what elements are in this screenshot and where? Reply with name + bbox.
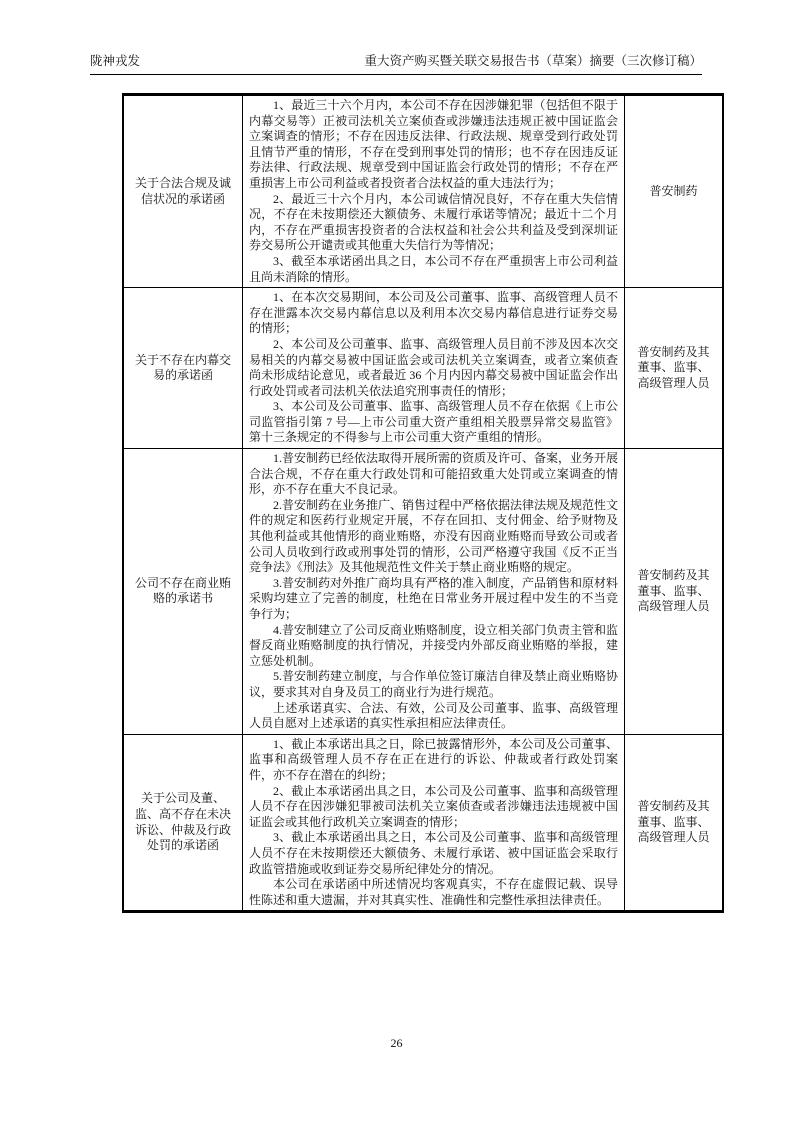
party-cell: 普安制药及其董事、监事、高级管理人员 [625, 734, 724, 912]
content-paragraph: 2、截止本承诺函出具之日，本公司及公司董事、监事和高级管理人员不存在因涉嫌犯罪被司法机关立案侦查或者涉嫌违法违规被中国证监会或其他行政机关立案调查的情形； [249, 783, 618, 829]
content-paragraph: 上述承诺真实、合法、有效，公司及公司董事、监事、高级管理人员自愿对上述承诺的真实性承担相应法律责任。 [249, 700, 618, 731]
content-paragraph: 1.普安制药已经依法取得开展所需的资质及许可、备案，业务开展合法合规，不存在重大行政处罚和可能招致重大处罚或立案调查的情形，亦不存在重大不良记录。 [249, 451, 619, 497]
commitment-content-cell [243, 288, 625, 449]
party-cell: 普安制药及其董事、监事、高级管理人员 [625, 288, 724, 449]
commitment-label-cell: 关于公司及董、监、高不存在未决诉讼、仲裁及行政处罚的承诺函 [123, 734, 243, 912]
commitment-content-cell [243, 449, 625, 735]
table-row [123, 734, 723, 912]
page-footer [0, 1036, 793, 1051]
content-paragraph: 3.普安制药对外推广商均具有严格的准入制度，产品销售和原材料采购均建立了完善的制度，杜绝在日常业务开展过程中发生的不当竞争行为； [249, 575, 619, 621]
content-paragraph: 5.普安制药建立制度，与合作单位签订廉洁自律及禁止商业贿赂协议，要求其对自身及员工的商业行为进行规范。 [249, 669, 619, 699]
content-paragraph: 4.普安制建立了公司反商业贿赂制度，设立相关部门负责主管和监督反商业贿赂制度的执行情况，并接受内外部反商业贿赂的举报，建立惩处机制。 [249, 622, 619, 668]
commitment-label-cell: 关于不存在内幕交易的承诺函 [123, 288, 243, 449]
party-cell: 普安制药 [625, 95, 724, 288]
content-paragraph: 2、最近三十六个月内，本公司诚信情况良好，不存在重大失信情况，不存在未按期偿还大额债务、未履行承诺等情况；最近十二个月内，不存在严重损害投资者的合法权益和社会公共利益及受到深圳证券交易所公开谴责或其他重大失信行为等情况； [249, 191, 618, 253]
content-paragraph: 3、本公司及公司董事、监事、高级管理人员不存在依据《上市公司监管指引第 7 号—上市公司重大资产重组相关股票异常交易监管》第十三条规定的不得参与上市公司重大资产重组的情形。 [249, 399, 618, 445]
content-paragraph: 2.普安制药在业务推广、销售过程中严格依据法律法规及规范性文件的规定和医药行业规定开展，不存在回扣、支付佣金、给予财物及其他利益或其他情形的商业贿赂，亦没有因商业贿赂而导致公司或者公司人员收到行政或刑事处罚的情形，公司严格遵守我国《反不正当竞争法》《刑法》及其他规范性文件关于禁止商业贿赂的规定。 [249, 497, 619, 575]
content-paragraph: 本公司在承诺函中所述情况均客观真实，不存在虚假记载、误导性陈述和重大遗漏，并对其真实性、准确性和完整性承担法律责任。 [249, 877, 618, 907]
commitment-label-cell: 关于合法合规及诚信状况的承诺函 [123, 95, 243, 288]
commitment-content-cell [243, 734, 625, 912]
table-row [123, 288, 723, 449]
party-cell: 普安制药及其董事、监事、高级管理人员 [625, 449, 724, 735]
commitment-content-cell [243, 95, 625, 288]
table-row [123, 449, 723, 735]
header-company-name: 陇神戎发 [90, 54, 141, 68]
content-paragraph: 3、截止本承诺函出具之日，本公司及公司董事、监事和高级管理人员不存在未按期偿还大额债务、未履行承诺、被中国证监会采取行政监管措施或收到证券交易所纪律处分的情况。 [249, 830, 618, 876]
content-paragraph: 2、本公司及公司董事、监事、高级管理人员目前不涉及因本次交易相关的内幕交易被中国证监会或司法机关立案调查，或者立案侦查尚未形成结论意见，或者最近 36 个月内因内幕交易被中国证监会作出行政处罚或者司法机关依法追究刑事责任的情形； [249, 336, 618, 398]
commitment-label-cell: 公司不存在商业贿赂的承诺书 [123, 449, 243, 735]
page-number: 26 [390, 1036, 403, 1050]
content-paragraph: 3、截至本承诺函出具之日，本公司不存在严重损害上市公司利益且尚未消除的情形。 [249, 253, 618, 284]
header-document-title: 重大资产购买暨关联交易报告书（草案）摘要（三次修订稿） [364, 54, 702, 68]
content-paragraph: 1、截止本承诺出具之日，除已披露情形外，本公司及公司董事、监事和高级管理人员不存在正在进行的诉讼、仲裁或者行政处罚案件，亦不存在潜在的纠纷； [249, 736, 618, 782]
commitment-table [122, 93, 724, 913]
table-row [123, 95, 723, 288]
content-paragraph: 1、在本次交易期间，本公司及公司董事、监事、高级管理人员不存在泄露本次交易内幕信息以及利用本次交易内幕信息进行证券交易的情形； [249, 290, 618, 336]
page-header [90, 54, 702, 75]
content-paragraph: 1、最近三十六个月内，本公司不存在因涉嫌犯罪（包括但不限于内幕交易等）正被司法机关立案侦查或涉嫌违法违规正被中国证监会立案调查的情形；不存在因违反法律、行政法规、规章受到行政处罚且情节严重的情形，不存在受到刑事处罚的情形；也不存在因违反证券法律、行政法规、规章受到中国证监会行政处罚的情形；不存在严重损害上市公司利益或者投资者合法权益的重大违法行为； [249, 98, 618, 190]
